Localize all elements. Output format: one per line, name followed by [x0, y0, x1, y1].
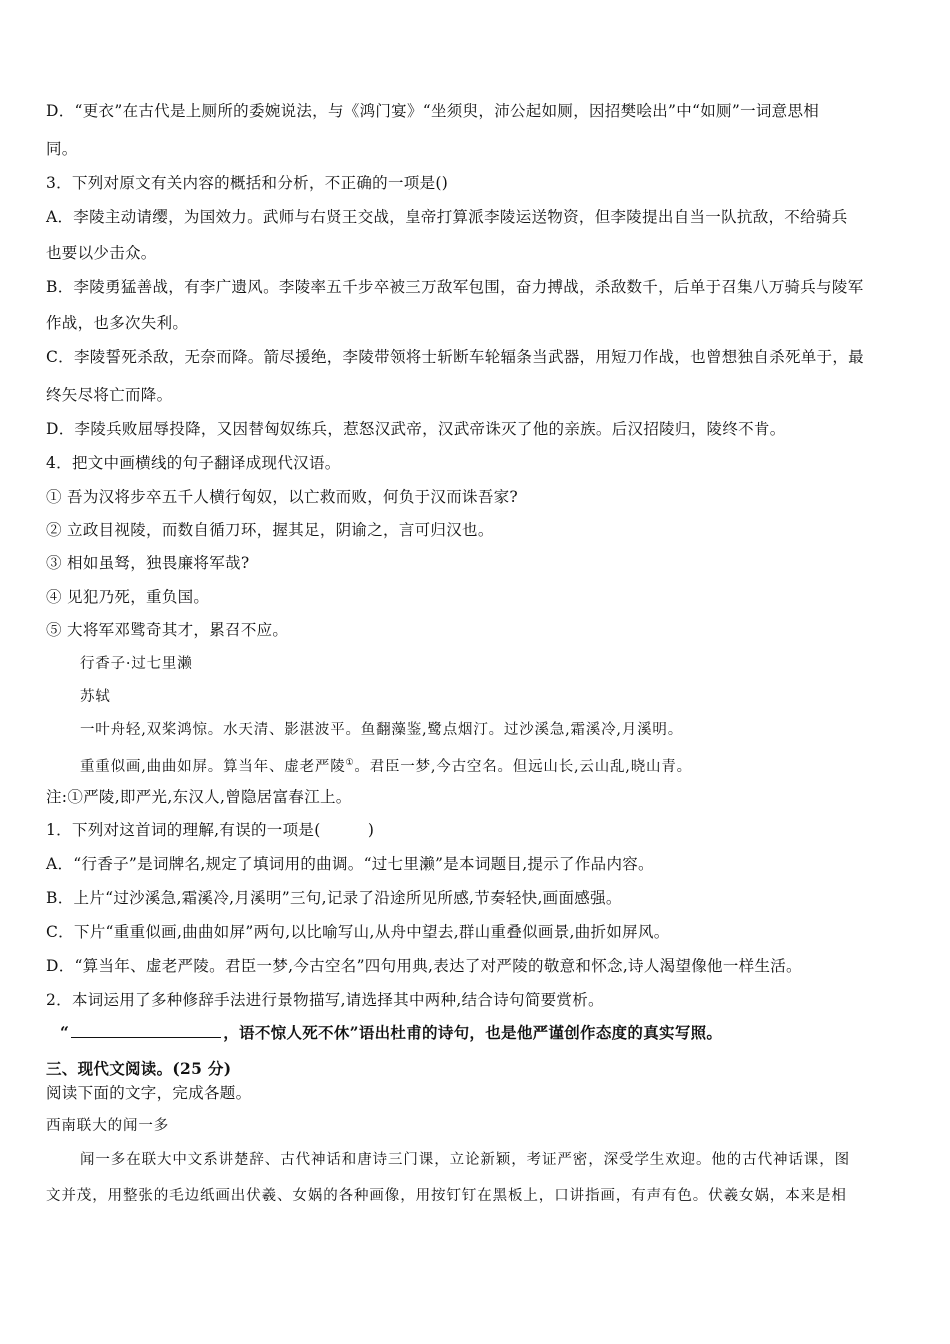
poem-line-part: 重重似画,曲曲如屏。算当年、虚老严陵 [80, 758, 346, 775]
answer-blank[interactable] [71, 1023, 221, 1038]
q2-option-d-line2: 同。 [46, 140, 78, 158]
q4-item: ② 立政目视陵，而数自循刀环，握其足，阴谕之，言可归汉也。 [46, 521, 494, 539]
poem-line [80, 752, 906, 778]
section-heading: 三、现代文阅读。(25 分) [46, 1059, 232, 1078]
article-title: 西南联大的闻一多 [46, 1118, 170, 1134]
poem-title: 行香子·过七里濑 [80, 656, 193, 672]
q3-option-b-line2: 作战，也多次失利。 [46, 314, 189, 332]
poem-note: 注:①严陵,即严光,东汉人,曾隐居富春江上。 [46, 788, 352, 806]
q4-stem: 4．把文中画横线的句子翻译成现代汉语。 [46, 454, 341, 472]
article-paragraph-line: 文并茂，用整张的毛边纸画出伏羲、女娲的各种画像，用按钉钉在黑板上，口讲指画，有声有色。伏羲女娲，本来是相 [46, 1188, 847, 1204]
q3-option-b-line1: B．李陵勇猛善战，有李广遗风。李陵率五千步卒被三万敌军包围，奋力搏战，杀敌数千，后单于召集八万骑兵与陵军 [46, 278, 864, 296]
poem-line: 一叶舟轻,双桨鸿惊。水天清、影湛波平。鱼翻藻鉴,鹭点烟汀。过沙溪急,霜溪冷,月溪明。 [80, 722, 684, 738]
q2-option-d-line1: D．“更衣”在古代是上厕所的委婉说法，与《鸿门宴》“坐须臾，沛公起如厕，因招樊哙出”中“如厕”一词意思相 [46, 102, 820, 120]
section-instruction: 阅读下面的文字，完成各题。 [46, 1084, 252, 1102]
q3-stem: 3．下列对原文有关内容的概括和分析，不正确的一项是() [46, 174, 449, 192]
poem-q2-stem: 2．本词运用了多种修辞手法进行景物描写,请选择其中两种,结合诗句简要赏析。 [46, 991, 604, 1009]
q3-option-d: D．李陵兵败屈辱投降，又因替匈奴练兵，惹怒汉武帝，汉武帝诛灭了他的亲族。后汉招陵归，陵终不肯。 [46, 420, 786, 438]
footnote-marker: ① [345, 758, 355, 768]
poem-line-part: 。君臣一梦,今古空名。但远山长,云山乱,晓山青。 [354, 758, 692, 775]
q3-option-c-line2: 终矢尽将亡而降。 [46, 386, 173, 404]
poem-q1-stem: 1．下列对这首词的理解,有误的一项是( ) [46, 821, 375, 839]
q3-option-a-line1: A．李陵主动请缨，为国效力。武师与右贤王交战，皇帝打算派李陵运送物资，但李陵提出自当一队抗敌，不给骑兵 [46, 208, 848, 226]
q4-item: ③ 相如虽驽，独畏廉将军哉? [46, 554, 250, 572]
fill-text: ，语不惊人死不休”语出杜甫的诗句，也是他严谨创作态度的真实写照。 [223, 1023, 723, 1042]
fill-in-blank-question [60, 1022, 906, 1044]
poem-q1-option-b: B．上片“过沙溪急,霜溪冷,月溪明”三句,记录了沿途所见所感,节奏轻快,画面感强。 [46, 889, 622, 907]
q3-option-c-line1: C．李陵誓死杀敌，无奈而降。箭尽援绝，李陵带领将士斩断车轮辐条当武器，用短刀作战，也曾想独自杀死单于，最 [46, 348, 864, 366]
open-quote: “ [60, 1023, 70, 1042]
poem-q1-option-a: A．“行香子”是词牌名,规定了填词用的曲调。“过七里濑”是本词题目,提示了作品内容。 [46, 855, 654, 873]
q3-option-a-line2: 也要以少击众。 [46, 244, 157, 262]
q4-item: ④ 见犯乃死，重负国。 [46, 588, 210, 606]
poem-author: 苏轼 [80, 689, 111, 705]
q4-item: ⑤ 大将军邓骘奇其才，累召不应。 [46, 621, 289, 639]
article-paragraph-line: 闻一多在联大中文系讲楚辞、古代神话和唐诗三门课，立论新颖，考证严密，深受学生欢迎。他的古代神话课，图 [80, 1152, 850, 1168]
poem-q1-option-c: C．下片“重重似画,曲曲如屏”两句,以比喻写山,从舟中望去,群山重叠似画景,曲折如屏风。 [46, 923, 670, 941]
q4-item: ① 吾为汉将步卒五千人横行匈奴，以亡救而败，何负于汉而诛吾家? [46, 488, 519, 506]
poem-q1-option-d: D．“算当年、虚老严陵。君臣一梦,今古空名”四句用典,表达了对严陵的敬意和怀念,诗人渴望像他一样生活。 [46, 957, 802, 975]
